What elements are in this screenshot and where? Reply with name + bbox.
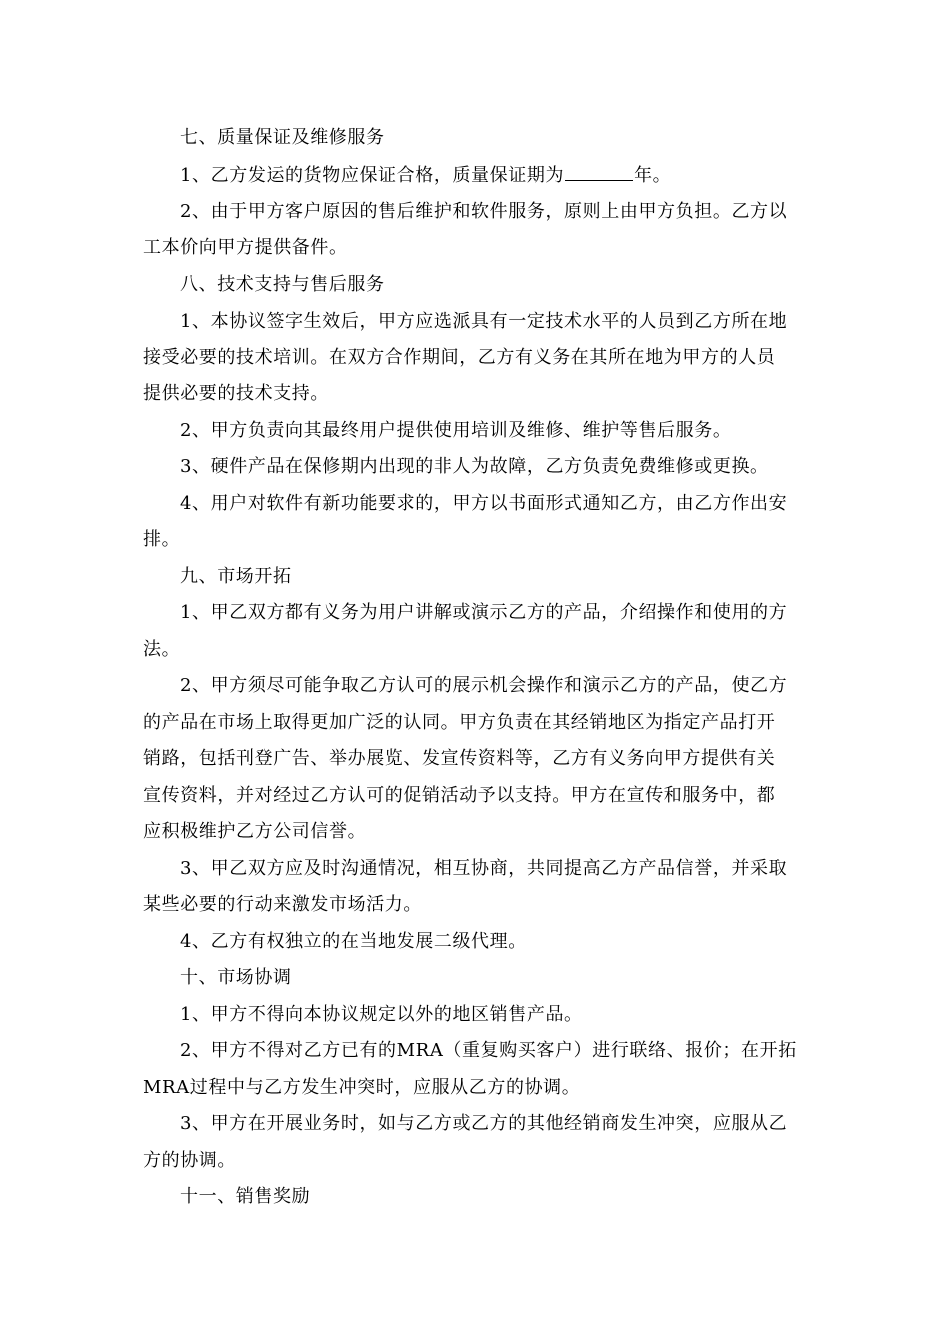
paragraph-line: 2、由于甲方客户原因的售后维护和软件服务，原则上由甲方负担。乙方以 [180, 201, 788, 222]
paragraph-line: 排。 [143, 529, 181, 550]
paragraph-text: 1、乙方发运的货物应保证合格，质量保证期为 [180, 165, 565, 186]
paragraph-line: 4、乙方有权独立的在当地发展二级代理。 [180, 931, 527, 952]
paragraph-line: MRA过程中与乙方发生冲突时，应服从乙方的协调。 [143, 1077, 581, 1098]
paragraph-line: 方的协调。 [143, 1150, 236, 1171]
paragraph-line: 工本价向甲方提供备件。 [143, 237, 348, 258]
paragraph-line: 3、甲方在开展业务时，如与乙方或乙方的其他经销商发生冲突，应服从乙 [180, 1113, 788, 1134]
paragraph-line: 宣传资料，并对经过乙方认可的促销活动予以支持。甲方在宣传和服务中，都 [143, 785, 776, 806]
paragraph-line: 的产品在市场上取得更加广泛的认同。甲方负责在其经销地区为指定产品打开 [143, 712, 776, 733]
paragraph-line: 1、甲方不得向本协议规定以外的地区销售产品。 [180, 1004, 583, 1025]
paragraph-line: 3、甲乙双方应及时沟通情况，相互协商，共同提高乙方产品信誉，并采取 [180, 858, 788, 879]
section-heading-support: 八、技术支持与售后服务 [180, 274, 385, 295]
paragraph-line: 提供必要的技术支持。 [143, 383, 329, 404]
paragraph-line: 3、硬件产品在保修期内出现的非人为故障，乙方负责免费维修或更换。 [180, 456, 769, 477]
paragraph-line: 2、甲方不得对乙方已有的MRA（重复购买客户）进行联络、报价；在开拓 [180, 1040, 797, 1061]
paragraph-line: 接受必要的技术培训。在双方合作期间，乙方有义务在其所在地为甲方的人员 [143, 347, 776, 368]
warranty-period-blank[interactable] [565, 162, 633, 181]
paragraph-line: 4、用户对软件有新功能要求的，甲方以书面形式通知乙方，由乙方作出安 [180, 493, 788, 514]
paragraph-line: 1、甲乙双方都有义务为用户讲解或演示乙方的产品，介绍操作和使用的方 [180, 602, 788, 623]
section-heading-rewards: 十一、销售奖励 [180, 1186, 311, 1207]
paragraph-line: 2、甲方须尽可能争取乙方认可的展示机会操作和演示乙方的产品，使乙方 [180, 675, 788, 696]
section-heading-coordination: 十、市场协调 [180, 967, 292, 988]
paragraph-line: 应积极维护乙方公司信誉。 [143, 821, 367, 842]
section-heading-market: 九、市场开拓 [180, 566, 292, 587]
paragraph-line: 2、甲方负责向其最终用户提供使用培训及维修、维护等售后服务。 [180, 420, 732, 441]
paragraph-text: 年。 [634, 165, 672, 186]
paragraph-line: 某些必要的行动来激发市场活力。 [143, 894, 422, 915]
paragraph-line: 销路，包括刊登广告、举办展览、发宣传资料等，乙方有义务向甲方提供有关 [143, 748, 776, 769]
section-heading-quality: 七、质量保证及维修服务 [180, 127, 385, 148]
paragraph-line [0, 162, 950, 188]
paragraph-line: 1、本协议签字生效后，甲方应选派具有一定技术水平的人员到乙方所在地 [180, 311, 788, 332]
paragraph-line: 法。 [143, 639, 181, 660]
